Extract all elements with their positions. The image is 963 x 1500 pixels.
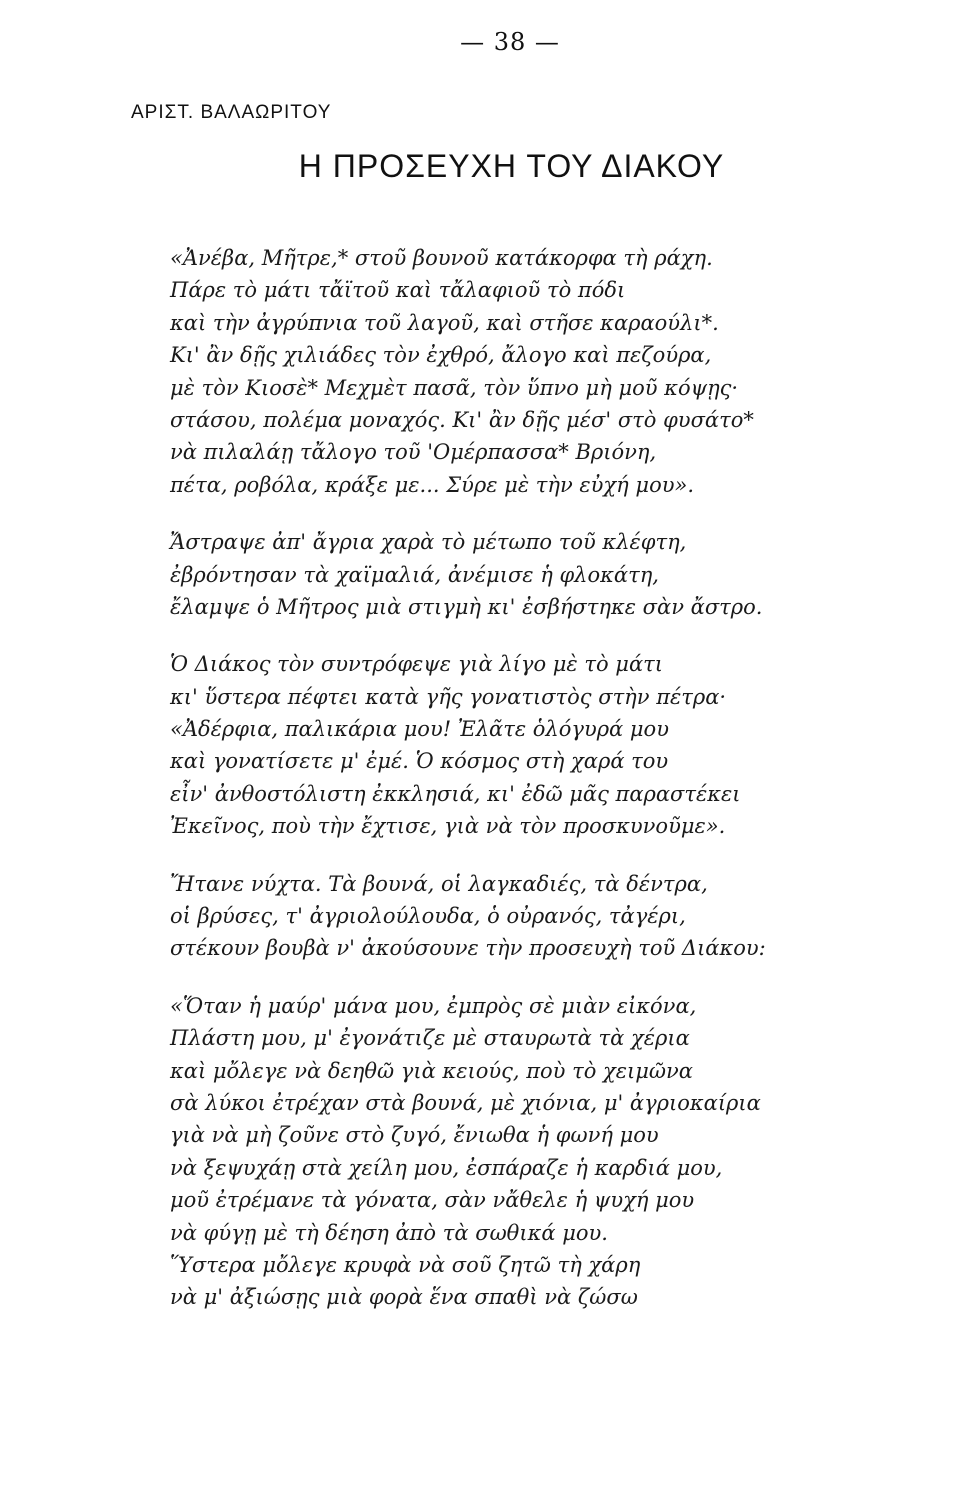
poem-line: στέκουν βουβὰ ν' ἀκούσουνε τὴν προσευχὴ τοῦ Διάκου: bbox=[170, 936, 766, 961]
poem-line: «Ἀνέβα, Μῆτρε,* στοῦ βουνοῦ κατάκορφα τὴ ράχη. bbox=[170, 246, 713, 270]
poem-line: καὶ τὴν ἀγρύπνια τοῦ λαγοῦ, καὶ στῆσε καραούλι*. bbox=[170, 310, 719, 335]
poem-line: «Ὅταν ἡ μαύρ' μάνα μου, ἐμπρὸς σὲ μιὰν εἰκόνα, bbox=[170, 993, 697, 1018]
poem-line: πέτα, ροβόλα, κράξε με... Σύρε μὲ τὴν εὐχή μου». bbox=[170, 472, 694, 497]
poem-line: ἔλαμψε ὁ Μῆτρος μιὰ στιγμὴ κι' ἐσβήστηκε σὰν ἄστρο. bbox=[170, 594, 763, 619]
poem-line: καὶ μὄλεγε νὰ δεηθῶ γιὰ κειούς, ποὺ τὸ χειμῶνα bbox=[170, 1058, 693, 1083]
poem-line: σὰ λύκοι ἐτρέχαν στὰ βουνά, μὲ χιόνια, μ' ἀγριοκαίρια bbox=[170, 1090, 761, 1115]
poem-line: νὰ πιλαλάῃ τἄλογο τοῦ 'Ομέρπασσα* Βριόνη, bbox=[170, 440, 657, 465]
poem-line: Ἤτανε νύχτα. Τὰ βουνά, οἱ λαγκαδιές, τὰ δέντρα, bbox=[170, 871, 708, 896]
stanza bbox=[170, 648, 930, 842]
poem-line: ἐβρόντησαν τὰ χαϊμαλιά, ἀνέμισε ἡ φλοκάτη, bbox=[170, 562, 659, 587]
poem-line: νὰ ξεψυχάῃ στὰ χείλη μου, ἐσπάραζε ἡ καρδιά μου, bbox=[170, 1155, 723, 1180]
poem-line: Πλάστη μου, μ' ἐγονάτιζε μὲ σταυρωτὰ τὰ χέρια bbox=[170, 1026, 690, 1051]
poem-line: Ἐκεῖνος, ποὺ τὴν ἔχτισε, γιὰ νὰ τὸν προσκυνοῦμε». bbox=[170, 814, 726, 839]
poem-line: μοῦ ἐτρέμανε τὰ γόνατα, σὰν νἄθελε ἡ ψυχή μου bbox=[170, 1188, 695, 1213]
poem-line: γιὰ νὰ μὴ ζοῦνε στὸ ζυγό, ἔνιωθα ἡ φωνή μου bbox=[170, 1123, 659, 1148]
poem-body bbox=[170, 242, 930, 1339]
poem-title: Η ΠΡΟΣΕΥΧΗ ΤΟΥ ΔΙΑΚΟΥ bbox=[298, 148, 725, 184]
poem-line: νὰ φύγῃ μὲ τὴ δέηση ἀπὸ τὰ σωθικά μου. bbox=[170, 1220, 608, 1245]
stanza bbox=[170, 242, 930, 501]
poem-line: εἶν' ἀνθοστόλιστη ἐκκλησιά, κι' ἐδῶ μᾶς παραστέκει bbox=[170, 781, 741, 806]
poem-line: Ἄστραψε ἀπ' ἄγρια χαρὰ τὸ μέτωπο τοῦ κλέφτη, bbox=[170, 530, 687, 555]
poem-line: κι' ὕστερα πέφτει κατὰ γῆς γονατιστὸς στὴν πέτρα· bbox=[170, 684, 727, 709]
poem-line: νὰ μ' ἀξιώσῃς μιὰ φορὰ ἕνα σπαθὶ νὰ ζώσω bbox=[170, 1285, 638, 1310]
poem-line: Ὁ Διάκος τὸν συντρόφεψε γιὰ λίγο μὲ τὸ μάτι bbox=[170, 652, 663, 677]
poem-line: Πάρε τὸ μάτι τἄϊτοῦ καὶ τἄλαφιοῦ τὸ πόδι bbox=[170, 278, 626, 303]
author-name: ΑΡΙΣΤ. ΒΑΛΑΩΡΙΤΟΥ bbox=[131, 102, 332, 123]
poem-line: καὶ γονατίσετε μ' ἐμέ. Ὁ κόσμος στὴ χαρά του bbox=[170, 749, 669, 774]
stanza bbox=[170, 526, 930, 623]
poem-line: μὲ τὸν Κιοσὲ* Μεχμὲτ πασᾶ, τὸν ὕπνο μὴ μοῦ κόψῃς· bbox=[170, 375, 739, 400]
poem-line: στάσου, πολέμα μοναχός. Κι' ἂν δῇς μέσ' στὸ φυσάτο* bbox=[170, 407, 754, 432]
stanza bbox=[170, 868, 930, 965]
page-number: — 38 — bbox=[460, 28, 560, 56]
poem-line: οἱ βρύσες, τ' ἀγριολούλουδα, ὁ οὐρανός, τἀγέρι, bbox=[170, 904, 686, 929]
stanza bbox=[170, 990, 930, 1314]
poem-line: «Ἀδέρφια, παλικάρια μου! Ἐλᾶτε ὁλόγυρά μου bbox=[170, 717, 669, 742]
poem-line: Ὕστερα μὄλεγε κρυφὰ νὰ σοῦ ζητῶ τὴ χάρη bbox=[170, 1252, 641, 1277]
poem-line: Κι' ἂν δῇς χιλιάδες τὸν ἐχθρό, ἄλογο καὶ πεζούρα, bbox=[170, 343, 712, 368]
